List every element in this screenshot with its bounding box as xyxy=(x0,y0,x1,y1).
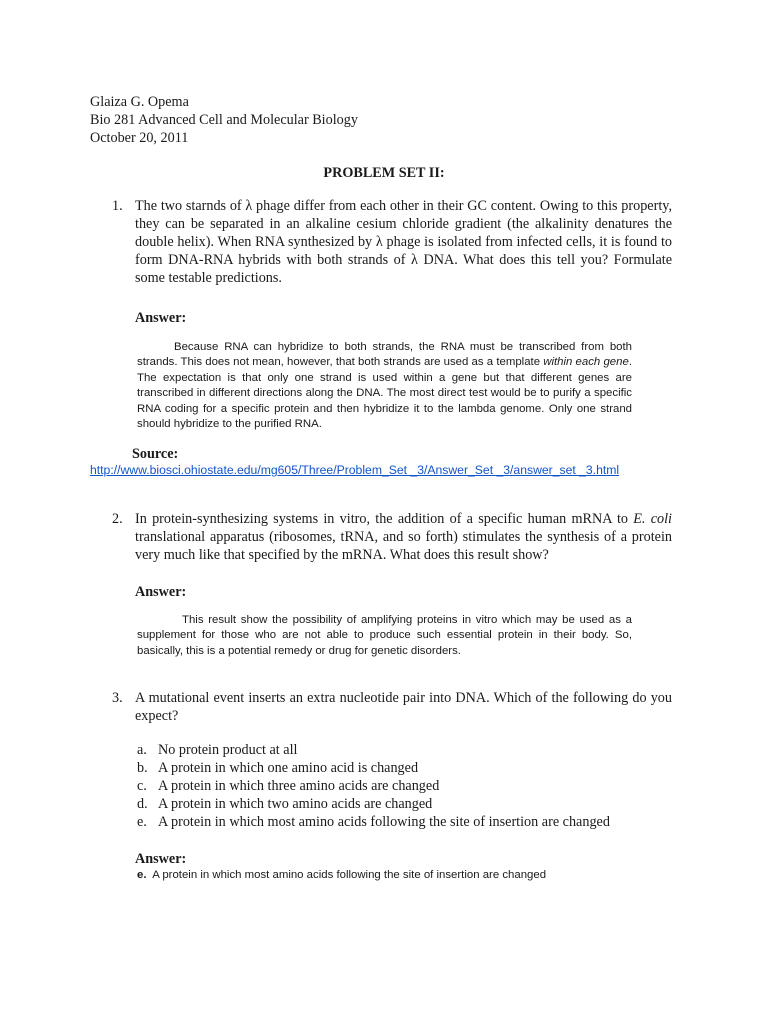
question-number: 3. xyxy=(112,690,123,706)
question-3 xyxy=(112,689,672,725)
answer-text: A protein in which most amino acids following the site of insertion are changed xyxy=(152,869,547,881)
question-number: 1. xyxy=(112,198,123,214)
choice-letter: e. xyxy=(137,814,147,830)
answer-text-part: . The expectation is that only one strand is used within a gene but that different genes are transcribed in different directions along the DNA. The most direct test would be to purify a specific RNA coding for a specific protein and then hybridize it to the lambda genome. Only one strand should hybridize to the purified RNA. xyxy=(137,356,632,431)
answer-1 xyxy=(137,340,632,432)
answer-label-1: Answer: xyxy=(135,310,187,326)
page-title: PROBLEM SET II: xyxy=(323,165,445,181)
choice-item xyxy=(137,741,610,759)
answer-label-3: Answer: xyxy=(135,851,187,867)
answer-text-part: Because RNA can hybridize to both strands, the RNA must be transcribed from both strands. This does not mean, however, that both strands are used as a template xyxy=(137,341,632,369)
choice-letter: c. xyxy=(137,778,147,794)
choice-item xyxy=(137,759,610,777)
choice-text: A protein in which most amino acids following the site of insertion are changed xyxy=(158,814,610,830)
choice-item xyxy=(137,795,610,813)
choice-list xyxy=(137,741,610,831)
answer-label-2: Answer: xyxy=(135,584,187,600)
choice-letter: b. xyxy=(137,760,148,776)
answer-letter: e. xyxy=(137,869,147,881)
question-1 xyxy=(112,197,672,287)
source-label: Source: xyxy=(132,446,179,462)
answer-text: This result show the possibility of amplifying proteins in vitro which may be used as a supplement for those who are not able to produce such essential protein in their body. So, basically, this is a potential remedy or drug for genetic disorders. xyxy=(137,614,632,657)
question-text xyxy=(135,510,672,564)
choice-letter: d. xyxy=(137,796,148,812)
choice-text: A protein in which one amino acid is changed xyxy=(158,760,419,776)
question-number: 2. xyxy=(112,511,123,527)
question-text: A mutational event inserts an extra nucleotide pair into DNA. Which of the following do you expect? xyxy=(135,690,672,724)
question-2 xyxy=(112,510,672,564)
choice-item xyxy=(137,777,610,795)
course-name: Bio 281 Advanced Cell and Molecular Biology xyxy=(90,112,358,128)
answer-3 xyxy=(137,868,546,883)
document-header xyxy=(90,93,358,147)
choice-text: No protein product at all xyxy=(158,742,298,758)
choice-text: A protein in which two amino acids are changed xyxy=(158,796,433,812)
choice-text: A protein in which three amino acids are changed xyxy=(158,778,440,794)
answer-2 xyxy=(137,613,632,659)
answer-text-italic: within each gene xyxy=(543,356,629,369)
document-date: October 20, 2011 xyxy=(90,130,189,146)
question-text-part: In protein-synthesizing systems in vitro, the addition of a specific human mRNA to xyxy=(135,511,634,527)
author-name: Glaiza G. Opema xyxy=(90,94,189,110)
source-link[interactable]: http://www.biosci.ohiostate.edu/mg605/Three/Problem_Set _3/Answer_Set _3/answer_set _3.html xyxy=(90,463,620,477)
question-text-italic: E. coli xyxy=(633,511,672,527)
choice-letter: a. xyxy=(137,742,147,758)
choice-item xyxy=(137,813,610,831)
question-text: The two starnds of λ phage differ from each other in their GC content. Owing to this property, they can be separated in an alkaline cesium chloride gradient (the alkalinity denatures the double helix). When RNA synthesized by λ phage is isolated from infected cells, it is found to form DNA-RNA hybrids with both strands of λ DNA. What does this tell you? Formulate some testable predictions. xyxy=(135,198,672,286)
question-text-part: translational apparatus (ribosomes, tRNA, and so forth) stimulates the synthesis of a protein very much like that specified by the mRNA. What does this result show? xyxy=(135,529,672,563)
